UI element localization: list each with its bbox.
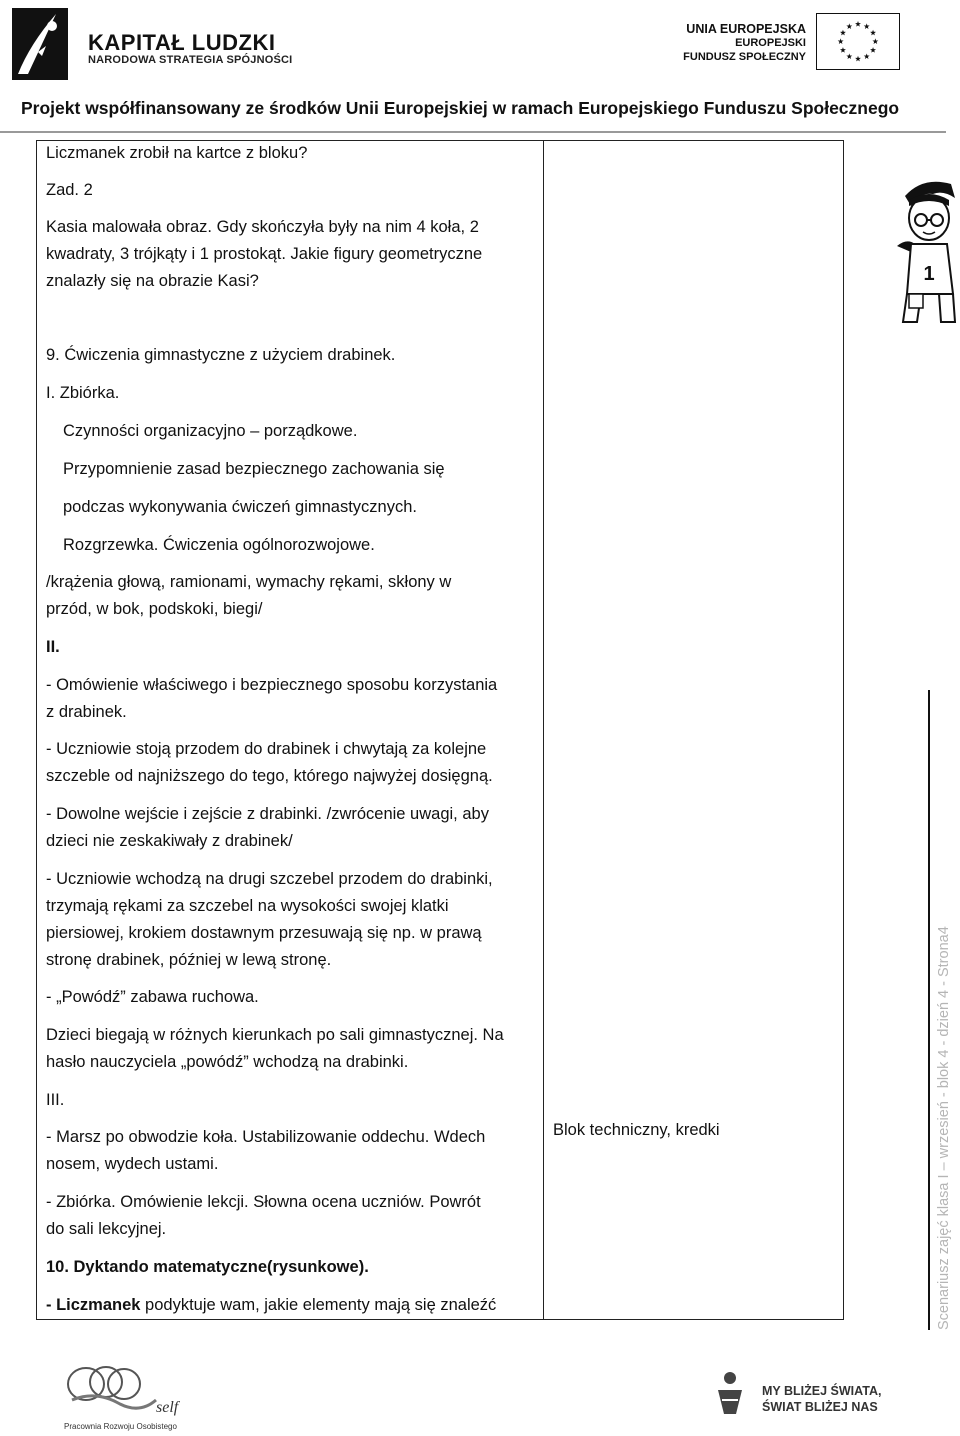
eu-star-icon [846,23,852,29]
blizej-line-1: MY BLIŻEJ ŚWIATA, [762,1384,882,1398]
text-line: I. Zbiórka. [46,384,120,402]
text-line: Liczmanek zrobił na kartce z bloku? [46,144,308,162]
logo-title: KAPITAŁ LUDZKI [88,30,276,55]
text-line [46,1296,496,1315]
text-line: Dzieci biegają w różnych kierunkach po sali gimnastycznej. Na [46,1026,504,1044]
section-number: III. [46,1091,65,1109]
blizej-slogan [762,1383,881,1415]
text-line: /krążenia głową, ramionami, wymachy rękami, skłony w [46,573,452,591]
text-line: - „Powódź” zabawa ruchowa. [46,988,259,1006]
self-caption: Pracownia Rozwoju Osobistego [64,1422,177,1431]
kapital-ludzki-logo-icon [8,4,74,84]
text-line: hasło nauczyciela „powódź” wchodzą na drabinki. [46,1053,409,1071]
section-heading: 9. Ćwiczenia gimnastyczne z użyciem drabinek. [46,346,396,364]
eu-star-icon [872,38,878,44]
text-line: - Omówienie właściwego i bezpiecznego sposobu korzystania [46,676,498,694]
eu-line-3: FUNDUSZ SPOŁECZNY [683,51,806,63]
text-line: Kasia malowała obraz. Gdy skończyła były na nim 4 koła, 2 [46,218,479,236]
eu-star-icon [855,56,861,62]
text-line: piersiowej, krokiem dostawnym przesuwają się np. w prawą [46,924,482,942]
blizej-line-2: ŚWIAT BLIŻEJ NAS [762,1400,878,1414]
text-line: Rozgrzewka. Ćwiczenia ogólnorozwojowe. [63,536,375,554]
eu-line-1: UNIA EUROPEJSKA [686,22,806,36]
text-line: Zad. 2 [46,181,93,199]
text-line: znalazły się na obrazie Kasi? [46,272,259,290]
table-column-divider [543,140,544,1320]
eu-star-icon [870,47,876,53]
section-heading: 10. Dyktando matematyczne(rysunkowe). [46,1258,369,1276]
text-line: - Uczniowie wchodzą na drugi szczebel przodem do drabinki, [46,870,493,888]
header-divider [0,131,946,133]
text-line: podczas wykonywania ćwiczeń gimnastycznych. [63,498,417,516]
text-line: przód, w bok, podskoki, biegi/ [46,600,263,618]
section-number: II. [46,638,60,656]
logo-subtitle: NARODOWA STRATEGIA SPÓJNOŚCI [88,54,293,66]
project-funding-line: Projekt współfinansowany ze środków Unii Europejskiej w ramach Europejskiego Funduszu Społecznego [21,98,900,118]
mascot-figure-icon [893,176,959,326]
text-line: - Marsz po obwodzie koła. Ustabilizowanie oddechu. Wdech [46,1128,486,1146]
text-line: do sali lekcyjnej. [46,1220,167,1238]
eu-flag-icon [816,13,900,70]
text-line: - Uczniowie stoją przodem do drabinek i chwytają za kolejne [46,740,487,758]
text-line: - Dowolne wejście i zejście z drabinki. /zwrócenie uwagi, aby [46,805,489,823]
text-line: dzieci nie zeskakiwały z drabinek/ [46,832,293,850]
text-line: z drabinek. [46,703,127,721]
eu-star-icon [846,53,852,59]
eu-star-icon [840,47,846,53]
side-rule [928,690,930,1330]
text-line: Przypomnienie zasad bezpiecznego zachowania się [63,460,445,478]
eu-star-icon [870,30,876,36]
materials-cell: Blok techniczny, kredki [553,1121,720,1139]
mascot-number: 1 [923,263,935,285]
eu-star-icon [855,21,861,27]
emphasis-text: - Liczmanek [46,1296,141,1314]
text-line: - Zbiórka. Omówienie lekcji. Słowna ocena uczniów. Powrót [46,1193,481,1211]
side-page-label: Scenariusz zajęć klasa I – wrzesień - blok 4 - dzień 4 - Strona4 [936,926,952,1330]
text-span: podyktuje wam, jakie elementy mają się znaleźć [140,1296,497,1314]
text-line: Czynności organizacyjno – porządkowe. [63,422,358,440]
eu-star-icon [838,38,844,44]
text-line: szczeble od najniższego do tego, którego najwyżej dosięgną. [46,767,493,785]
eu-line-2: EUROPEJSKI [735,37,806,49]
text-line: kwadraty, 3 trójkąty i 1 prostokąt. Jakie figury geometryczne [46,245,483,263]
blizej-logo-icon [712,1370,748,1414]
self-logo-text: self [156,1399,179,1416]
eu-star-icon [864,23,870,29]
eu-star-icon [864,53,870,59]
text-line: trzymają rękami za szczebel na wysokości swojej klatki [46,897,449,915]
text-line: stronę drabinek, później w lewą stronę. [46,951,332,969]
eu-star-icon [840,30,846,36]
text-line: nosem, wydech ustami. [46,1155,219,1173]
eu-label [640,22,806,64]
